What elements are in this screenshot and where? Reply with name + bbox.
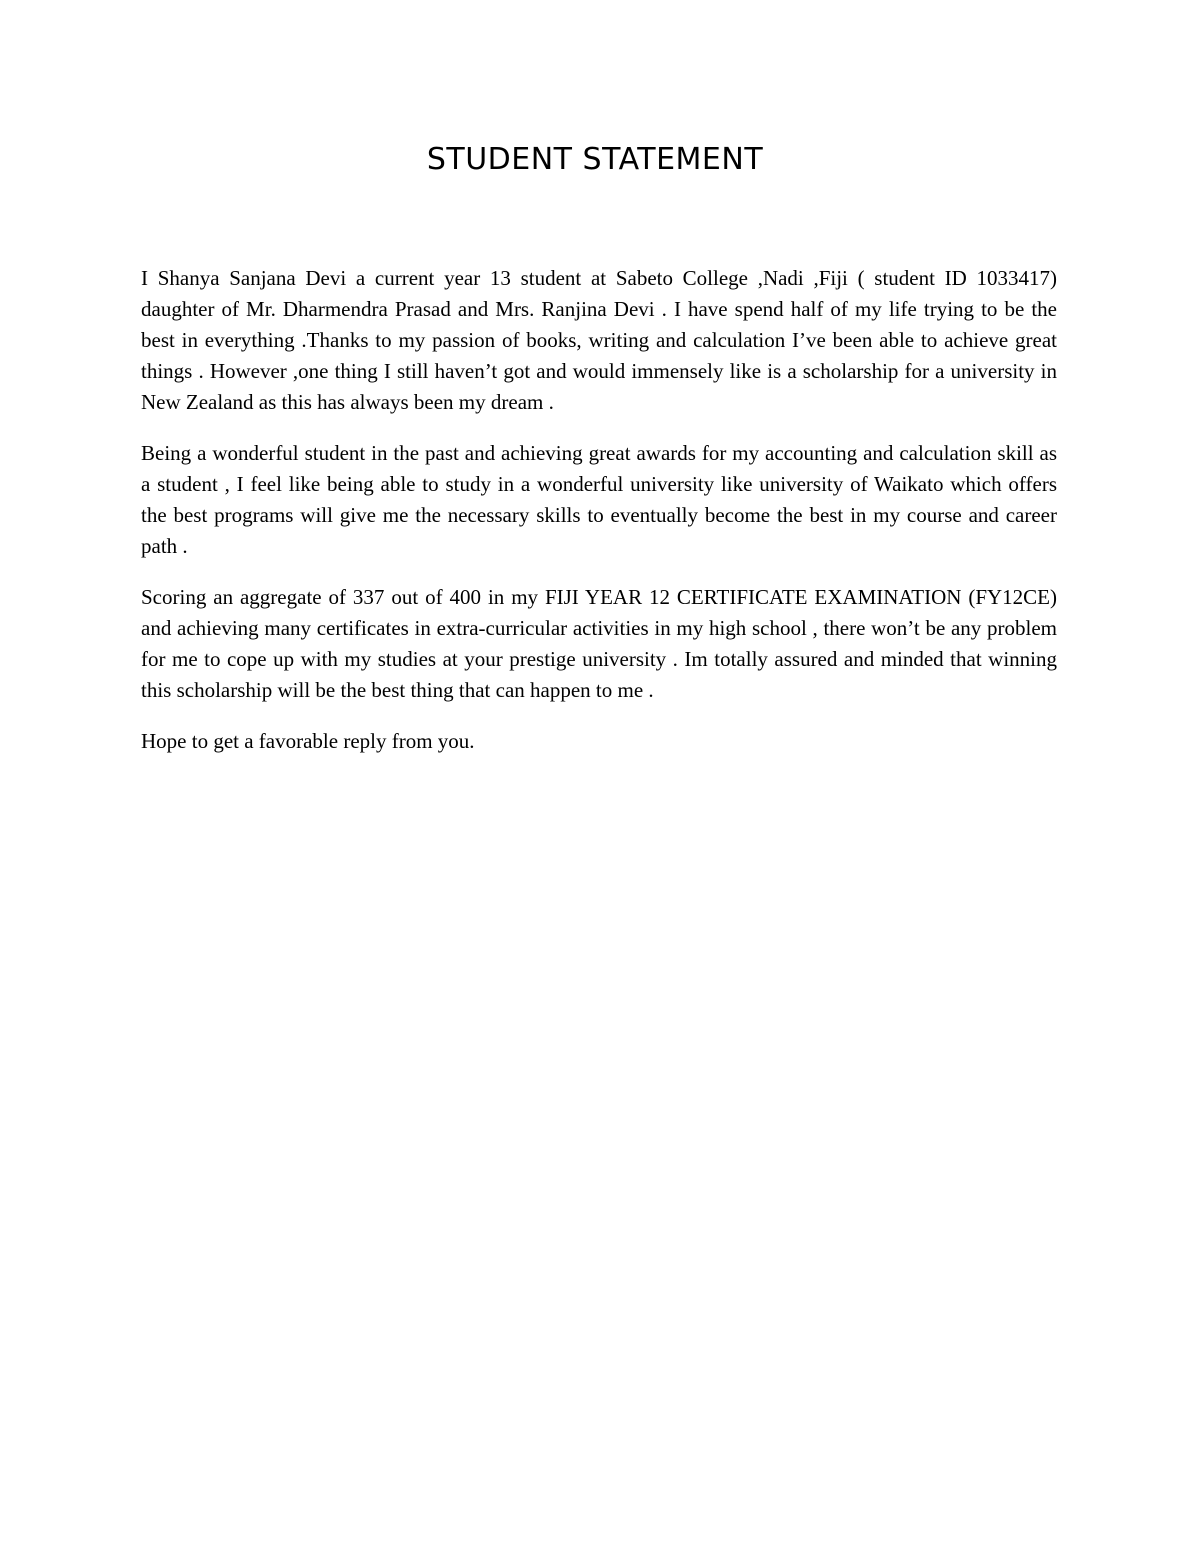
paragraph-achievements: Being a wonderful student in the past and achieving great awards for my accounting and calculation skill as a student , I feel like being able to study in a wonderful university like university of Waikato which offers the best programs will give me the necessary skills to eventually become the best in my course and career path . — [141, 441, 1057, 558]
paragraph-closing: Hope to get a favorable reply from you. — [141, 729, 475, 753]
paragraph-examination: Scoring an aggregate of 337 out of 400 in my FIJI YEAR 12 CERTIFICATE EXAMINATION (FY12CE) and achieving many certificates in extra-curricular activities in my high school , there won’t be any problem for me to cope up with my studies at your prestige university . Im totally assured and minded that winning this scholarship will be the best thing that can happen to me . — [141, 585, 1057, 702]
document-body — [141, 263, 1057, 777]
paragraph-introduction: I Shanya Sanjana Devi a current year 13 student at Sabeto College ,Nadi ,Fiji ( student ID 1033417) daughter of Mr. Dharmendra Prasad and Mrs. Ranjina Devi . I have spend half of my life trying to be the best in everything .Thanks to my passion of books, writing and calculation I’ve been able to achieve great things . However ,one thing I still haven’t got and would immensely like is a scholarship for a university in New Zealand as this has always been my dream . — [141, 266, 1057, 414]
document-title: STUDENT STATEMENT — [426, 142, 764, 177]
